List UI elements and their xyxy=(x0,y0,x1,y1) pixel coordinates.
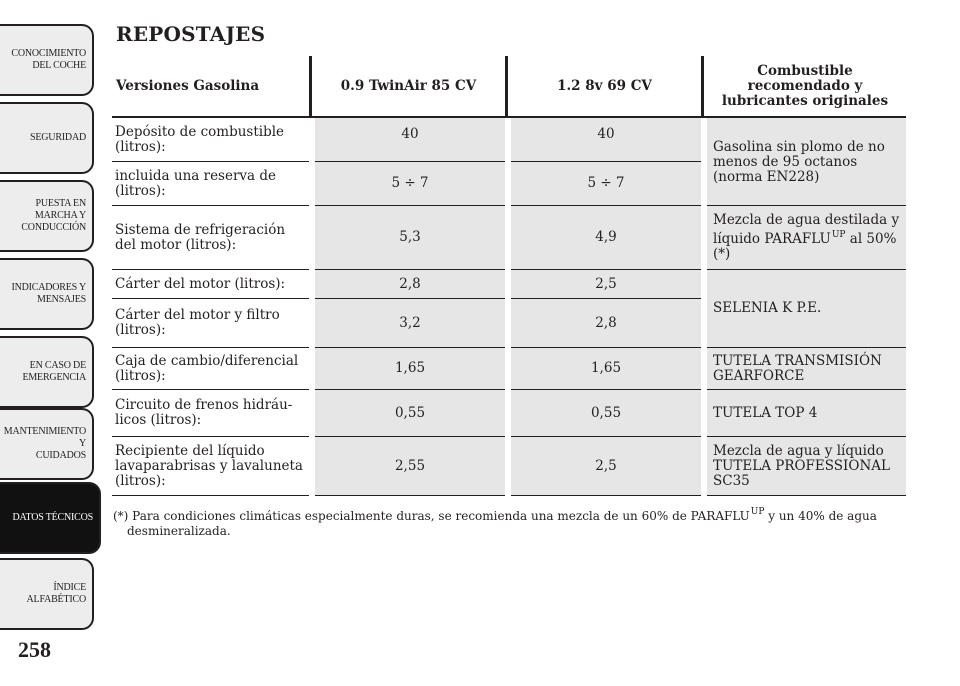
row-label: incluida una reserva de (litros): xyxy=(112,162,309,206)
row-label: Caja de cambio/diferencial (litros): xyxy=(112,348,309,390)
row-value: 40 xyxy=(511,118,701,162)
row-value: 0,55 xyxy=(315,390,505,437)
row-value: 3,2 xyxy=(315,299,505,348)
row-label: Cárter del motor y filtro (litros): xyxy=(112,299,309,348)
header-versions: Versiones Gasolina xyxy=(112,56,309,118)
row-value: 40 xyxy=(315,118,505,162)
tab-mantenimiento-y-cuidados[interactable]: MANTENIMIENTO Y CUIDADOS xyxy=(0,408,94,480)
page-title: REPOSTAJES xyxy=(116,22,266,46)
row-value: 2,8 xyxy=(315,270,505,299)
fluid-washer: Mezcla de agua y líquido TUTELA PROFESSIONAL SC35 xyxy=(707,437,906,496)
tab-datos-tecnicos[interactable]: DATOS TÉCNICOS xyxy=(0,482,101,554)
row-value: 1,65 xyxy=(315,348,505,390)
tab-puesta-en-marcha[interactable]: PUESTA EN MARCHA Y CONDUCCIÓN xyxy=(0,180,94,252)
fluid-gearbox: TUTELA TRANSMISIÓN GEARFORCE xyxy=(707,348,906,390)
header-engine-1: 0.9 TwinAir 85 CV xyxy=(309,56,505,118)
footnote-sup: UP xyxy=(750,507,765,517)
row-value: 0,55 xyxy=(511,390,701,437)
fluid-oil: SELENIA K P.E. xyxy=(707,270,906,348)
row-value: 1,65 xyxy=(511,348,701,390)
footnote-text: (*) Para condiciones climáticas especialmente duras, se recomienda una mezcla de un 60% de PARAFLU xyxy=(113,509,750,523)
tab-indicadores-y-mensajes[interactable]: INDICADORES Y MENSAJES xyxy=(0,258,94,330)
footnote-line2: desmineralizada. xyxy=(127,524,231,538)
header-engine-2: 1.2 8v 69 CV xyxy=(505,56,701,118)
page-number: 258 xyxy=(18,637,51,662)
fluid-coolant-ratio: al 50% (*) xyxy=(713,231,897,262)
row-value: 5,3 xyxy=(315,206,505,270)
row-value: 2,5 xyxy=(511,270,701,299)
footnote xyxy=(113,505,913,539)
fluid-coolant xyxy=(707,206,906,270)
fluid-brake: TUTELA TOP 4 xyxy=(707,390,906,437)
fluid-coolant-sup: UP xyxy=(831,230,846,240)
row-label: Depósito de combustible (litros): xyxy=(112,118,309,162)
fluid-fuel: Gasolina sin plomo de no menos de 95 octanos (norma EN228) xyxy=(707,118,906,206)
row-value: 2,8 xyxy=(511,299,701,348)
row-label: Recipiente del líquido lavaparabrisas y lavaluneta (litros): xyxy=(112,437,309,496)
row-value: 5 ÷ 7 xyxy=(511,162,701,206)
row-value: 2,55 xyxy=(315,437,505,496)
tab-seguridad[interactable]: SEGURIDAD xyxy=(0,102,94,174)
row-value: 2,5 xyxy=(511,437,701,496)
tab-en-caso-de-emergencia[interactable]: EN CASO DE EMERGENCIA xyxy=(0,336,94,408)
row-value: 5 ÷ 7 xyxy=(315,162,505,206)
tab-indice-alfabetico[interactable]: ÍNDICE ALFABÉTICO xyxy=(0,558,94,630)
footnote-text-end: y un 40% de agua xyxy=(764,509,877,523)
row-label: Cárter del motor (litros): xyxy=(112,270,309,299)
refueling-table xyxy=(112,56,906,496)
header-fluids: Combustible recomendado y lubricantes originales xyxy=(701,56,906,118)
row-value: 4,9 xyxy=(511,206,701,270)
tab-conocimiento-del-coche[interactable]: CONOCIMIENTO DEL COCHE xyxy=(0,24,94,96)
fluid-coolant-text: Mezcla de agua destilada y líquido PARAFLU xyxy=(713,212,900,247)
row-label: Sistema de refrigeración del motor (litros): xyxy=(112,206,309,270)
row-label: Circuito de frenos hidráu-licos (litros): xyxy=(112,390,309,437)
